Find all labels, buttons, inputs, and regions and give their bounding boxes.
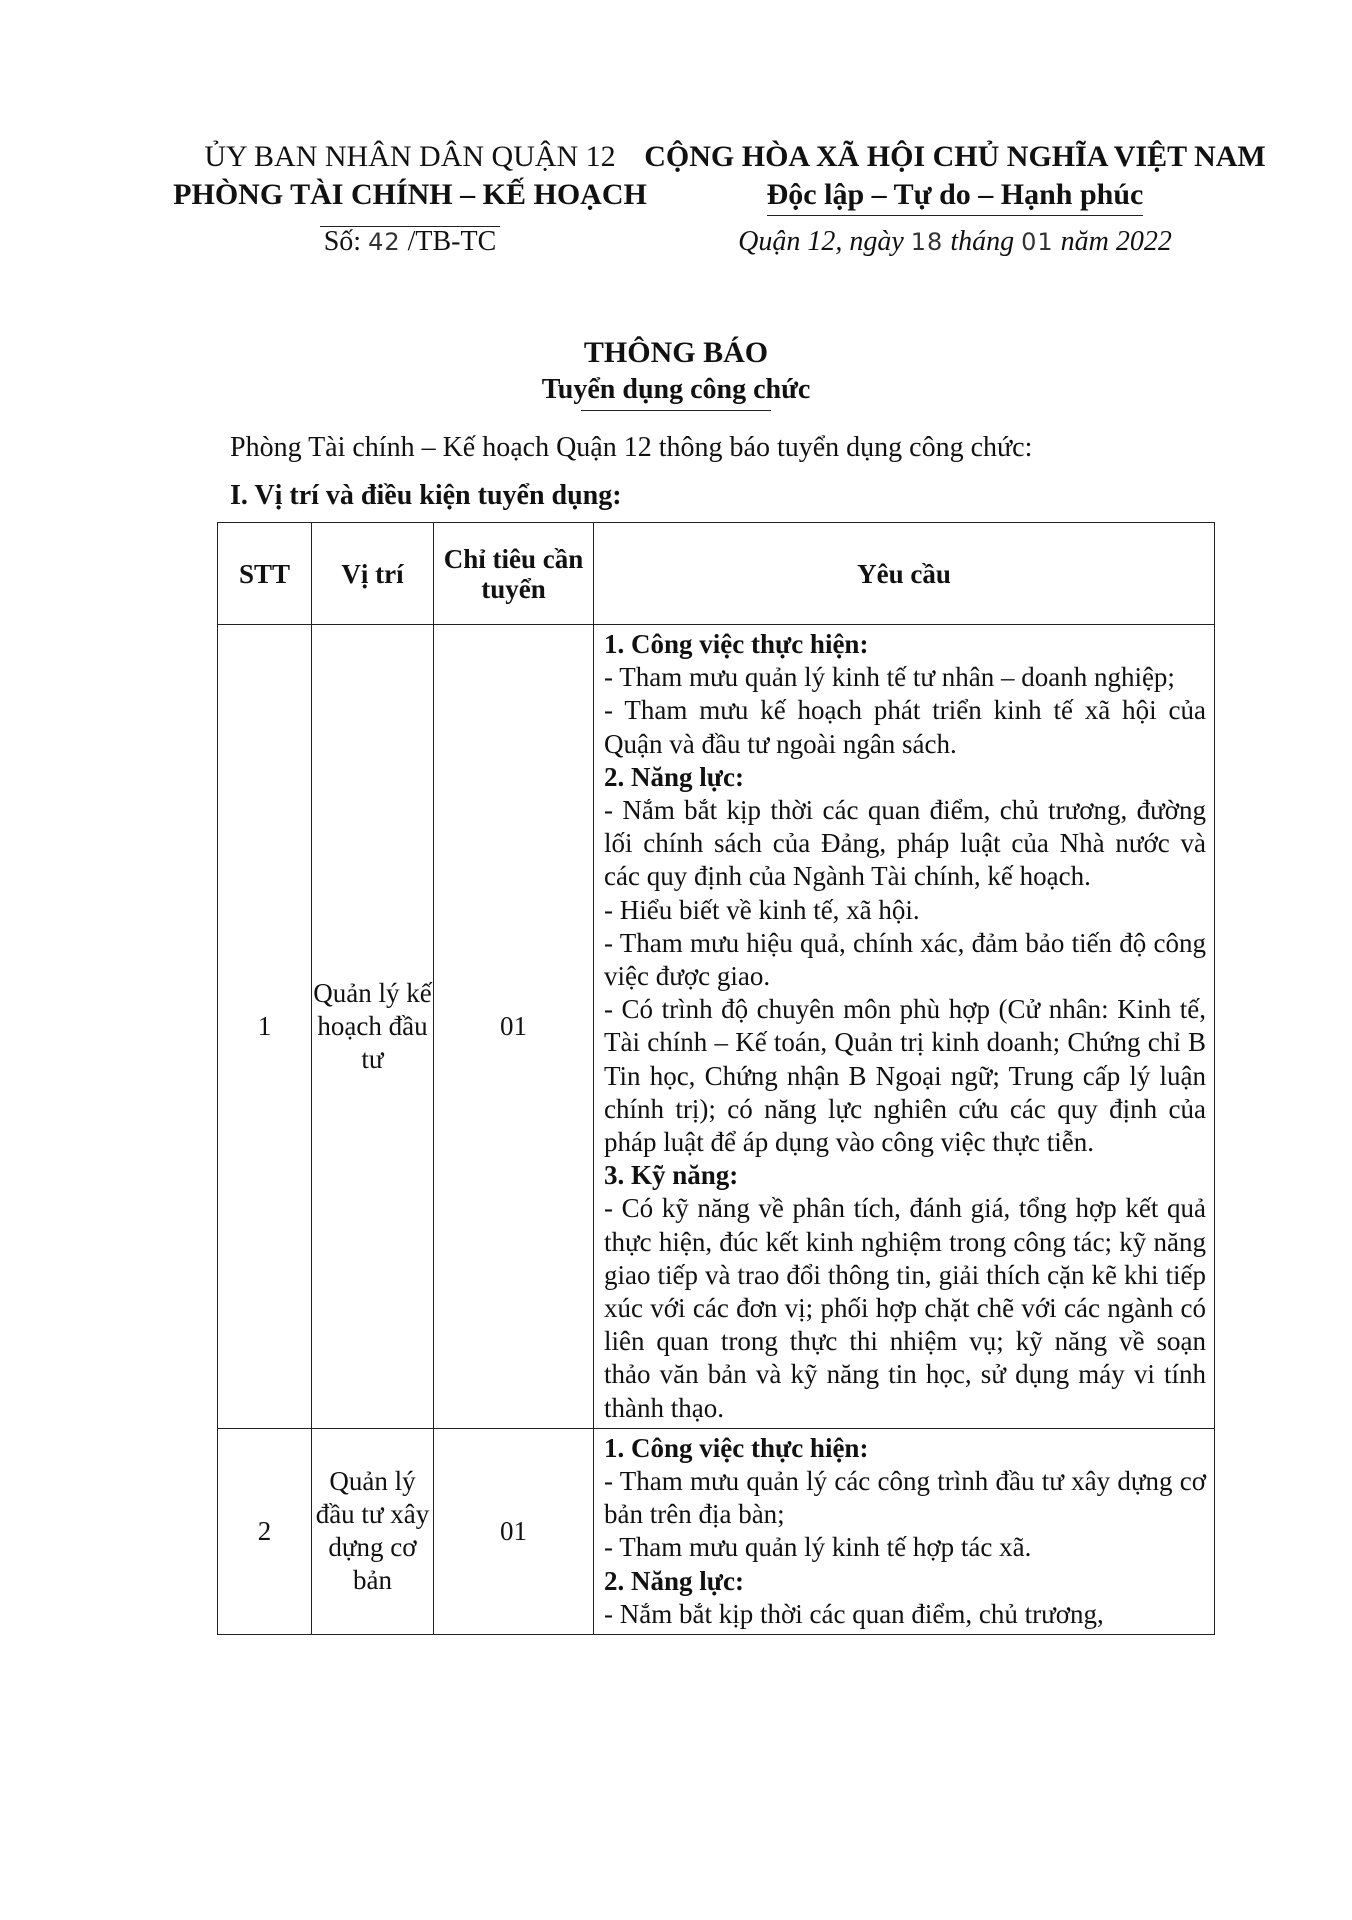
row-quota: 01	[434, 1428, 594, 1634]
row-quota: 01	[434, 625, 594, 1429]
row-position: Quản lý đầu tư xây dựng cơ bản	[312, 1428, 434, 1634]
handwritten-month: 01	[1021, 228, 1054, 256]
req-item: - Hiểu biết về kinh tế, xã hội.	[604, 894, 920, 925]
header-quota: Chỉ tiêu cần tuyển	[434, 523, 594, 625]
req-item: - Nắm bắt kịp thời các quan điểm, chủ trương,	[604, 1598, 1104, 1629]
intro-paragraph: Phòng Tài chính – Kế hoạch Quận 12 thông báo tuyển dụng công chức:	[230, 432, 1033, 463]
row-requirements	[594, 1428, 1215, 1634]
issuer-block	[160, 138, 660, 232]
req-heading: 3. Kỹ năng:	[604, 1160, 739, 1191]
handwritten-day: 18	[910, 228, 944, 256]
issuer-department: PHÒNG TÀI CHÍNH – KẾ HOẠCH	[173, 178, 647, 211]
title-divider	[581, 410, 771, 411]
req-item: - Tham mưu quản lý các công trình đầu tư xây dựng cơ bản trên địa bàn;	[604, 1466, 1206, 1530]
req-item: - Tham mưu quản lý kinh tế tư nhân – doanh nghiệp;	[604, 662, 1175, 693]
row-requirements	[594, 625, 1215, 1429]
req-item: - Tham mưu hiệu quả, chính xác, đảm bảo tiến độ công việc được giao.	[604, 927, 1206, 992]
national-motto-block	[640, 138, 1270, 216]
table-row	[218, 1428, 1215, 1634]
national-motto: Độc lập – Tự do – Hạnh phúc	[767, 176, 1144, 216]
req-heading: 2. Năng lực:	[604, 761, 744, 792]
req-item: - Có kỹ năng về phân tích, đánh giá, tổng hợp kết quả thực hiện, đúc kết kinh nghiệm trong công tác; kỹ năng giao tiếp và trao đổi thông tin, giải thích cặn kẽ khi tiếp xúc với các đơn vị; phối hợp chặt chẽ với các ngành có liên quan trong thực thi nhiệm vụ; kỹ năng về soạn thảo văn bản và kỹ năng tin học, sử dụng máy vi tính thành thạo.	[604, 1193, 1206, 1423]
header-requirements: Yêu cầu	[594, 523, 1215, 625]
req-heading: 2. Năng lực:	[604, 1565, 744, 1596]
country-name: CỘNG HÒA XÃ HỘI CHỦ NGHĨA VIỆT NAM	[644, 140, 1266, 173]
req-heading: 1. Công việc thực hiện:	[604, 629, 869, 659]
recruitment-table	[217, 522, 1215, 1635]
issuer-parent-agency: ỦY BAN NHÂN DÂN QUẬN 12	[204, 140, 616, 173]
handwritten-number: 42	[368, 228, 401, 256]
table-header-row	[218, 523, 1215, 625]
document-number: Số: 42 /TB-TC	[323, 226, 497, 257]
row-stt: 2	[218, 1428, 312, 1634]
page-subtitle: Tuyển dụng công chức	[541, 374, 811, 405]
row-stt: 1	[218, 625, 312, 1429]
table-row	[218, 625, 1215, 1429]
req-item: - Tham mưu quản lý kinh tế hợp tác xã.	[604, 1532, 1032, 1563]
req-heading: 1. Công việc thực hiện:	[604, 1432, 869, 1463]
header-position: Vị trí	[312, 523, 434, 625]
document-date: Quận 12, ngày 18 tháng 01 năm 2022	[738, 226, 1172, 257]
header-stt: STT	[218, 523, 312, 625]
section-heading: I. Vị trí và điều kiện tuyển dụng:	[230, 480, 622, 511]
row-position: Quản lý kế hoạch đầu tư	[312, 625, 434, 1429]
req-item: - Có trình độ chuyên môn phù hợp (Cử nhân: Kinh tế, Tài chính – Kế toán, Quản trị kinh doanh; Chứng chỉ B Tin học, Chứng nhận B Ngoại ngữ; Trung cấp lý luận chính trị); có năng lực nghiên cứu các quy định của pháp luật để áp dụng vào công việc thực tiễn.	[604, 994, 1206, 1158]
title-block	[0, 334, 1352, 411]
req-item: - Nắm bắt kịp thời các quan điểm, chủ trương, đường lối chính sách của Đảng, pháp luật của Nhà nước và các quy định của Ngành Tài chính, kế hoạch.	[604, 795, 1206, 892]
page-title: THÔNG BÁO	[583, 336, 769, 369]
req-item: - Tham mưu kế hoạch phát triển kinh tế xã hội của Quận và đầu tư ngoài ngân sách.	[604, 695, 1206, 759]
